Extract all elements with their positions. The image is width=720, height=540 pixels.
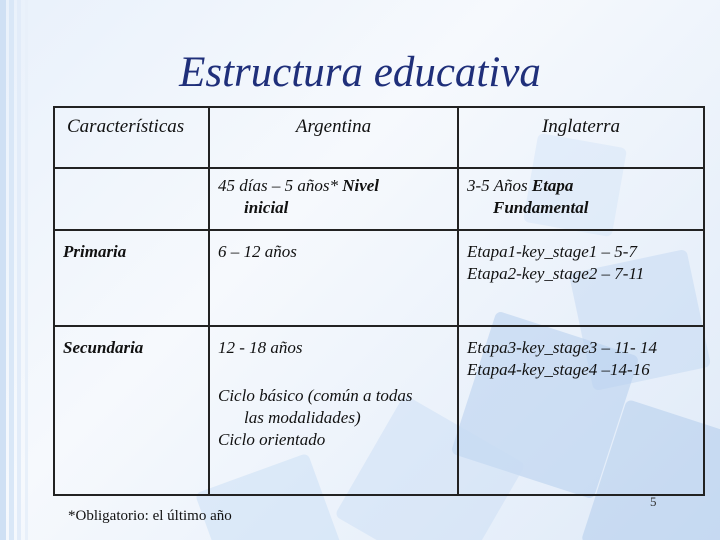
cell-inglaterra-secundaria: [458, 326, 704, 495]
cell-text: inicial: [244, 198, 289, 217]
cell-text: las modalidades): [244, 408, 361, 427]
cell-text: Ciclo básico (común a todas: [218, 386, 413, 405]
header-caracteristicas: Características: [54, 107, 209, 168]
cell-text: Etapa4-key_stage4 –14-16: [467, 360, 650, 379]
table-row: [54, 168, 704, 230]
page-number: 5: [650, 494, 657, 509]
cell-text: Fundamental: [493, 198, 589, 217]
cell-text: Etapa2-key_stage2 – 7-11: [467, 264, 645, 283]
row-label-empty: [54, 168, 209, 230]
header-inglaterra: Inglaterra: [458, 107, 704, 168]
cell-text: 3-5 Años: [467, 176, 532, 195]
education-structure-table: [53, 106, 705, 496]
cell-inglaterra-primaria: [458, 230, 704, 326]
cell-text: 12 - 18 años: [218, 338, 303, 357]
row-label-secundaria: Secundaria: [54, 326, 209, 495]
row-label-primaria: Primaria: [54, 230, 209, 326]
cell-text: Etapa1-key_stage1 – 5-7: [467, 242, 637, 261]
cell-text: 45 días – 5 años*: [218, 176, 343, 195]
cell-argentina-secundaria: [209, 326, 458, 495]
header-argentina: Argentina: [209, 107, 458, 168]
cell-text: Ciclo orientado: [218, 430, 326, 449]
footnote: *Obligatorio: el último año: [68, 508, 232, 524]
cell-argentina-primaria: 6 – 12 años: [209, 230, 458, 326]
cell-text: Etapa: [531, 176, 574, 195]
table-header-row: [54, 107, 704, 168]
table-row: [54, 326, 704, 495]
cell-argentina-inicial: [209, 168, 458, 230]
cell-text: Nivel: [342, 176, 380, 195]
table-row: [54, 230, 704, 326]
slide-title: Estructura educativa: [179, 49, 541, 96]
cell-inglaterra-inicial: [458, 168, 704, 230]
cell-text: Etapa3-key_stage3 – 11- 14: [467, 338, 657, 357]
